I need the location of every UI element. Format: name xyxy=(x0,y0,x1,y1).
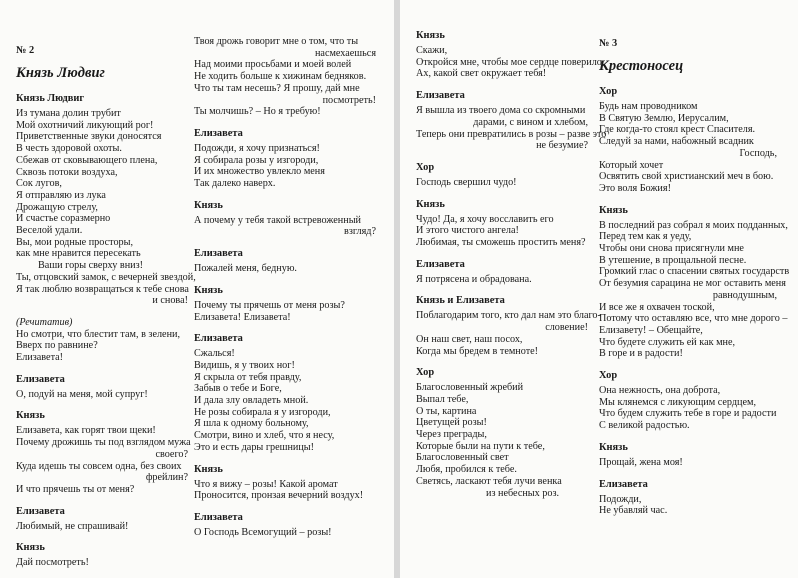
verse-line: Елизавета, как горят твои щеки! xyxy=(16,425,156,437)
verse-line: Ты, отцовский замок, с вечерней звездой, xyxy=(16,271,196,283)
verse-line: От безумия сарацина не мог оставить меня xyxy=(599,278,786,290)
verse-line: И их множество увлекло меня xyxy=(194,166,325,178)
verse-line: Почему ты прячешь от меня розы? xyxy=(194,299,345,311)
verse-line: В утешение, в прощальной песне. xyxy=(599,254,747,266)
verse-line: Ваши горы сверху вниз! xyxy=(38,260,144,272)
verse-line: Теперь они превратились в розы – разве это xyxy=(416,128,607,140)
verse-line: Дрожащую стрелу, xyxy=(16,201,98,213)
section-title: Князь Людвиг xyxy=(16,65,105,81)
verse-line: И этого чистого ангела! xyxy=(416,225,519,237)
verse-line: Что будем служить тебе в горе и радости xyxy=(599,408,777,420)
speaker: Елизавета xyxy=(194,511,243,523)
verse-line: Скажи, xyxy=(416,45,448,56)
verse-line: Сжалься! xyxy=(194,348,235,360)
section-title: Крестоносец xyxy=(599,58,684,74)
verse-line: Пожалей меня, бедную. xyxy=(194,263,297,275)
verse-line: Освятить свой христианский меч в бою. xyxy=(599,171,774,183)
verse-line: Куда идешь ты совсем одна, без своих xyxy=(16,460,182,472)
verse-line: Поблагодарим того, кто дал нам это благо- xyxy=(416,310,601,322)
verse-line: Господь свершил чудо! xyxy=(416,176,517,188)
right-page xyxy=(400,0,798,578)
verse-line: О Господь Всемогущий – розы! xyxy=(194,526,332,538)
verse-line: А почему у тебя такой встревоженный xyxy=(194,214,361,226)
verse-line: Смотри, вино и хлеб, что я несу, xyxy=(194,430,335,442)
verse-line: И что прячешь ты от меня? xyxy=(16,483,135,495)
verse-line: Будь нам проводником xyxy=(599,101,698,112)
left-column-2 xyxy=(194,36,382,539)
speaker: Князь xyxy=(194,199,223,211)
speaker: Хор xyxy=(599,370,618,382)
verse-line-continuation: равнодушным, xyxy=(712,289,777,301)
recitative-label: (Речитатив) xyxy=(16,316,73,328)
verse-line: Елизавету! – Обещайте, xyxy=(599,324,703,336)
verse-line: Над моими просьбами и моей волей xyxy=(194,59,352,71)
verse-line: Ах, какой свет окружает тебя! xyxy=(416,68,547,80)
verse-line: Она нежность, она доброта, xyxy=(599,385,721,397)
right-column-1 xyxy=(416,30,607,499)
verse-line-continuation: словение! xyxy=(545,322,588,334)
verse-line: Чтобы они снова присягнули мне xyxy=(599,243,744,255)
verse-line: Что будете служить ей как мне, xyxy=(599,336,736,348)
verse-line: Откройся мне, чтобы мое сердце поверило. xyxy=(416,56,605,68)
speaker: Елизавета xyxy=(194,127,243,139)
verse-line: Потому что оставляю все, что мне дорого – xyxy=(599,313,788,325)
speaker: Князь xyxy=(194,284,223,296)
verse-line: Прощай, жена моя! xyxy=(599,456,683,468)
verse-line: Я вышла из твоего дома со скромными xyxy=(416,105,586,117)
verse-line: В горе и в радости! xyxy=(599,348,683,360)
verse-line-continuation: фрейлин? xyxy=(145,472,188,484)
speaker: Хор xyxy=(599,86,618,97)
verse-line: В Святую Землю, Иерусалим, xyxy=(599,112,729,124)
verse-line: Я отправляю из лука xyxy=(16,189,106,201)
verse-line: Забыв о тебе и Боге, xyxy=(194,383,282,395)
verse-line: Так далеко наверх. xyxy=(194,178,276,190)
speaker: Князь и Елизавета xyxy=(416,295,505,307)
verse-line: И все же я охвачен тоской, xyxy=(599,301,715,313)
verse-line-continuation: из небесных роз. xyxy=(486,487,560,499)
verse-line: Но смотри, что блестит там, в зелени, xyxy=(16,328,181,340)
verse-line: Из тумана долин трубит xyxy=(16,108,121,119)
speaker: Хор xyxy=(416,367,435,379)
section-number: № 2 xyxy=(16,45,35,56)
speaker: Князь xyxy=(16,542,45,554)
verse-line: Который хочет xyxy=(599,159,664,171)
verse-line: Цветущей розы! xyxy=(416,417,487,429)
verse-line: Проносится, пронзая вечерний воздух! xyxy=(194,490,364,502)
verse-line: И дала злу овладеть мной. xyxy=(194,395,309,407)
verse-line: Благословенный жребий xyxy=(416,382,524,394)
verse-line: Елизавета! Елизавета! xyxy=(194,311,291,323)
speaker: Елизавета xyxy=(16,373,65,385)
verse-line-continuation: не безумие? xyxy=(536,140,588,152)
left-page xyxy=(0,0,394,578)
verse-line: Мы клянемся с ликующим сердцем, xyxy=(599,396,757,408)
verse-line: Сквозь потоки воздуха, xyxy=(16,166,118,178)
verse-line: Подожди, xyxy=(599,493,642,505)
verse-line: Благословенный свет xyxy=(416,452,509,464)
verse-line: Я скрыла от тебя правду, xyxy=(194,371,302,383)
verse-line: Я шла к одному больному, xyxy=(194,418,309,430)
verse-line: О, подуй на меня, мой супруг! xyxy=(16,388,148,400)
verse-line-continuation: насмехаешься xyxy=(314,47,376,59)
verse-line: Перед тем как я уеду, xyxy=(599,231,692,243)
speaker: Князь xyxy=(599,441,628,453)
speaker: Елизавета xyxy=(194,248,243,260)
verse-line: Любимая, ты сможешь простить меня? xyxy=(416,237,586,249)
verse-line: Подожди, я хочу признаться! xyxy=(194,142,320,154)
verse-line: Не розы собирала я у изгороди, xyxy=(194,406,331,418)
verse-line: Я так люблю возвращаться к тебе снова xyxy=(16,283,189,295)
verse-line: Громкий глас о спасении святых государств xyxy=(599,266,790,278)
verse-line: Вверх по равнине? xyxy=(16,340,98,352)
verse-line: Приветственные звуки доносятся xyxy=(16,131,162,143)
verse-line-continuation: своего? xyxy=(155,448,188,460)
verse-line: В последний раз собрал я моих подданных, xyxy=(599,219,788,231)
section-number: № 3 xyxy=(599,38,618,49)
verse-line-continuation: дарами, с вином и хлебом, xyxy=(473,116,588,128)
verse-line: Вы, мои родные просторы, xyxy=(16,236,134,248)
verse-line: Чудо! Да, я хочу восславить его xyxy=(416,213,554,225)
left-column-1 xyxy=(16,37,194,569)
verse-line-continuation: взгляд? xyxy=(344,226,376,238)
verse-line: Которые были на пути к тебе, xyxy=(416,440,545,452)
verse-line: Я потрясена и обрадована. xyxy=(416,273,532,285)
verse-line: Через преграды, xyxy=(416,429,487,441)
verse-line: Твоя дрожь говорит мне о том, что ты xyxy=(194,36,359,47)
verse-line: Веселой удали. xyxy=(16,225,83,237)
speaker: Князь xyxy=(416,30,445,41)
verse-line: Что я вижу – розы! Какой аромат xyxy=(194,478,338,490)
speaker: Князь xyxy=(416,198,445,210)
verse-line-continuation: Господь, xyxy=(739,147,777,159)
verse-line: Светясь, ласкают тебя лучи венка xyxy=(416,475,562,487)
verse-line: Мой охотничий ликующий рог! xyxy=(16,119,154,131)
speaker: Князь xyxy=(599,204,628,216)
verse-line: Любя, пробился к тебе. xyxy=(416,464,517,476)
right-column-2 xyxy=(599,30,790,517)
verse-line: Это воля Божия! xyxy=(599,182,671,194)
verse-line: Выпал тебе, xyxy=(416,393,469,405)
speaker: Князь Людвиг xyxy=(16,93,85,104)
verse-line: В честь здоровой охоты. xyxy=(16,143,122,155)
verse-line: О ты, картина xyxy=(416,405,477,417)
verse-line: Что ты там несешь? Я прошу, дай мне xyxy=(194,82,360,94)
verse-line: Не убавляй час. xyxy=(599,505,668,517)
verse-line: Он наш свет, наш посох, xyxy=(416,333,523,345)
verse-line: Ты молчишь? – Но я требую! xyxy=(194,106,321,118)
verse-line-continuation: и снова! xyxy=(152,295,188,307)
verse-line: Любимый, не спрашивай! xyxy=(16,520,129,532)
verse-line: Не ходить больше к хижинам бедняков. xyxy=(194,71,367,83)
verse-line: Следуй за нами, набожный всадник xyxy=(599,136,754,148)
verse-line: Где когда-то стоял крест Спасителя. xyxy=(599,124,756,136)
speaker: Елизавета xyxy=(194,333,243,345)
verse-line: Сбежав от сковывающего плена, xyxy=(16,154,158,166)
verse-line-continuation: посмотреть! xyxy=(322,94,376,106)
verse-line: Видишь, я у твоих ног! xyxy=(194,359,295,371)
verse-line: Почему дрожишь ты под взглядом мужа xyxy=(16,437,191,449)
verse-line: Елизавета! xyxy=(16,352,64,364)
speaker: Елизавета xyxy=(416,90,465,102)
speaker: Елизавета xyxy=(16,505,65,517)
speaker: Хор xyxy=(416,161,435,173)
verse-line: С великой радостью. xyxy=(599,420,690,432)
speaker: Князь xyxy=(194,463,223,475)
speaker: Князь xyxy=(16,410,45,422)
verse-line: Дай посмотреть! xyxy=(16,557,89,569)
verse-line: как мне нравится пересекать xyxy=(16,248,141,260)
verse-line: Это и есть дары грешницы! xyxy=(194,441,315,453)
verse-line: Я собирала розы у изгороди, xyxy=(194,154,319,166)
speaker: Елизавета xyxy=(599,478,648,490)
verse-line: И счастье соразмерно xyxy=(16,213,111,225)
verse-line: Сок лугов, xyxy=(16,178,62,190)
speaker: Елизавета xyxy=(416,258,465,270)
verse-line: Когда мы бредем в темноте! xyxy=(416,345,539,357)
